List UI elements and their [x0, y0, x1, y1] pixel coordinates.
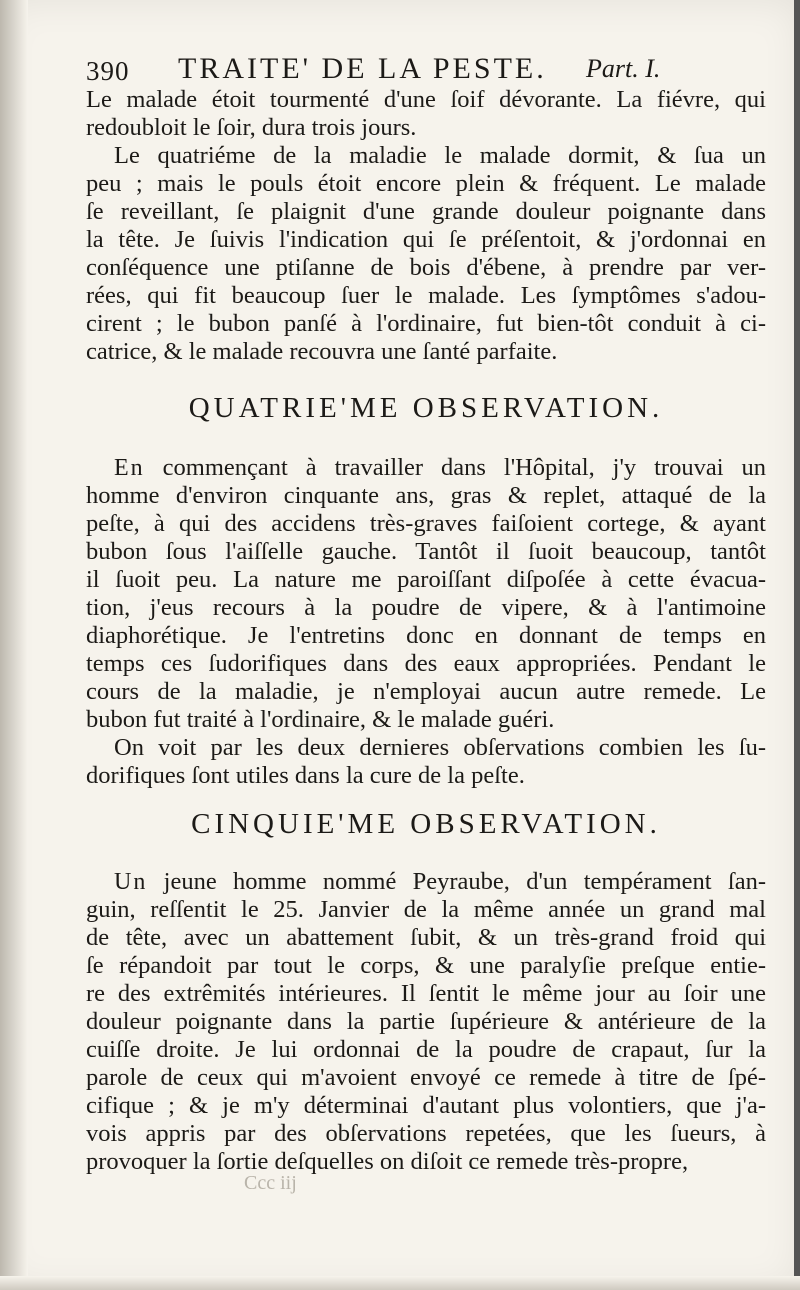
text-line: provoquer la ſortie deſquelles on diſoit ce remede très-propre, [86, 1148, 689, 1175]
text-line: catrice, & le malade recouvra une ſanté parfaite. [86, 338, 558, 365]
text-line: cifique ; & je m'y déterminai d'autant plus volontiers, que j'a- [86, 1092, 766, 1119]
text-line: On voit par les deux dernieres obſervations combien les ſu- [114, 734, 766, 761]
text-line: guin, reſſentit le 25. Janvier de la même année un grand mal [86, 896, 766, 923]
catchword-signature: Ccc iij [244, 1172, 297, 1194]
text-line: peſte, à qui des accidens très-graves faiſoient cortege, & ayant [86, 510, 766, 537]
page-right-edge [794, 0, 800, 1290]
part-label: Part. I. [586, 54, 661, 83]
text-line: redoubloit le ſoir, dura trois jours. [86, 114, 417, 141]
text-line: temps ces ſudorifiques dans des eaux appropriées. Pendant le [86, 650, 766, 677]
text-line: bubon fut traité à l'ordinaire, & le malade guéri. [86, 706, 555, 733]
text-line: il ſuoit peu. La nature me paroiſſant diſpoſée à cette évacua- [86, 566, 766, 593]
text-line: de tête, avec un abattement ſubit, & un très-grand froid qui [86, 924, 766, 951]
text-line [86, 454, 766, 482]
text-line: conſéquence une ptiſanne de bois d'ébene, à prendre par ver- [86, 254, 766, 281]
page-number: 390 [86, 56, 130, 86]
paragraph-continued [86, 86, 766, 142]
page-bottom-edge [0, 1276, 800, 1290]
text-line: homme d'environ cinquante ans, gras & replet, attaqué de la [86, 482, 766, 509]
paragraph-fourth-day [86, 142, 766, 366]
text-line: douleur poignante dans la partie ſupérieure & antérieure de la [86, 1008, 766, 1035]
text-line: bubon ſous l'aiſſelle gauche. Tantôt il ſuoit beaucoup, tantôt [86, 538, 766, 565]
text-line: diaphorétique. Je l'entretins donc en donnant de temps en [86, 622, 766, 649]
text-line: tion, j'eus recours à la poudre de vipere, & à l'antimoine [86, 594, 766, 621]
text-line: dorifiques ſont utiles dans la cure de la peſte. [86, 762, 525, 789]
text-line-rest: jeune homme nommé Peyraube, d'un tempérament ſan- [147, 868, 766, 895]
text-line: vois appris par des obſervations repetées, que les ſueurs, à [86, 1120, 766, 1147]
section-heading-quatrieme: QUATRIE'ME OBSERVATION. [188, 392, 664, 424]
text-line: ſe répandoit par tout le corps, & une paralyſie preſque entie- [86, 952, 766, 979]
text-line-rest: commençant à travailler dans l'Hôpital, j'y trouvai un [144, 454, 766, 481]
text-line: cirent ; le bubon panſé à l'ordinaire, fut bien-tôt conduit à ci- [86, 310, 766, 337]
text-line: re des extrêmités intérieures. Il ſentit le même jour au ſoir une [86, 980, 766, 1007]
initial-letters: En [114, 455, 145, 481]
paragraph-quatrieme-observation [86, 454, 766, 734]
text-line: parole de ceux qui m'avoient envoyé ce remede à titre de ſpé- [86, 1064, 766, 1091]
text-line: cours de la maladie, je n'employai aucun autre remede. Le [86, 678, 766, 705]
running-title: TRAITE' DE LA PESTE. [178, 52, 547, 85]
paragraph-cinquieme-observation [86, 868, 766, 1176]
initial-letters: Un [114, 869, 148, 895]
section-heading-cinquieme: CINQUIE'ME OBSERVATION. [191, 808, 661, 840]
paragraph-sudorifiques [86, 734, 766, 790]
running-header [86, 52, 772, 88]
page-gutter-shadow [0, 0, 28, 1290]
text-line: rées, qui fit beaucoup ſuer le malade. Les ſymptômes s'adou- [86, 282, 766, 309]
text-line [86, 868, 766, 896]
text-line: Le quatriéme de la maladie le malade dormit, & ſua un [114, 142, 766, 169]
text-line: cuiſſe droite. Je lui ordonnai de la poudre de crapaut, ſur la [86, 1036, 766, 1063]
text-line: la tête. Je ſuivis l'indication qui ſe préſentoit, & j'ordonnai en [86, 226, 766, 253]
text-line: Le malade étoit tourmenté d'une ſoif dévorante. La fiévre, qui [86, 86, 766, 113]
text-line: peu ; mais le pouls étoit encore plein & fréquent. Le malade [86, 170, 766, 197]
text-line: ſe reveillant, ſe plaignit d'une grande douleur poignante dans [86, 198, 766, 225]
